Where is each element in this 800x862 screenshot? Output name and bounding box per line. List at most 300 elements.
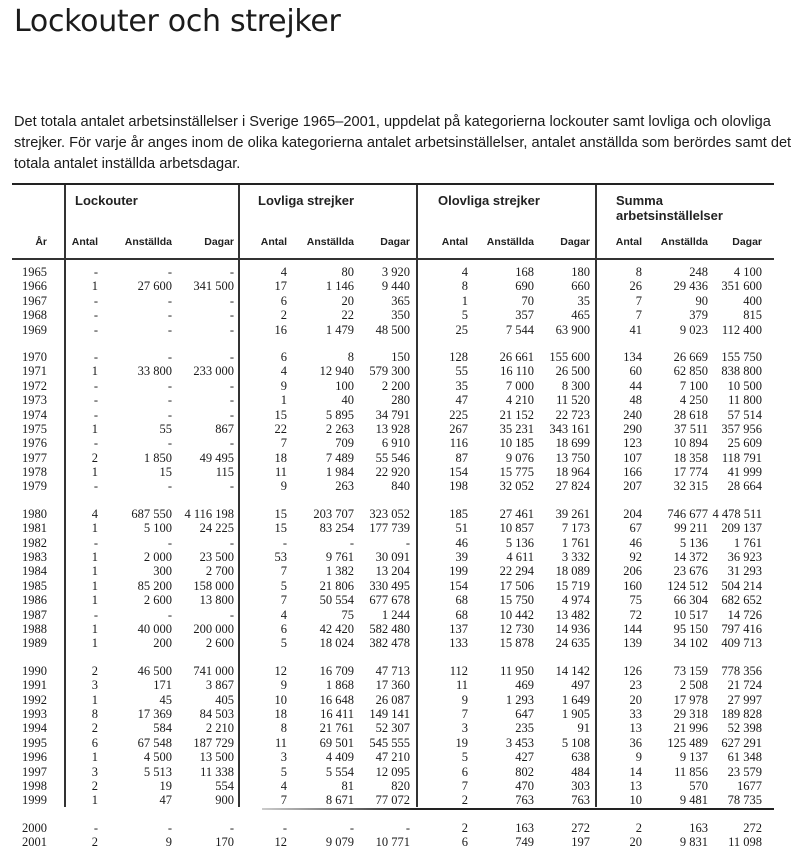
cell-lov-antal: - [282,535,287,550]
cell-lock-antal: - [93,479,98,494]
cell-lov-anstallda: 1 382 [325,564,354,579]
cell-year: 1975 [22,421,47,436]
cell-lov-anstallda: 1 479 [325,322,354,337]
cell-lock-anstallda: - [167,349,172,364]
cell-olov-antal: 267 [449,421,468,436]
cell-lov-antal: 3 [280,750,287,765]
table-row [12,821,774,835]
cell-lov-antal: 5 [280,764,287,779]
cell-sum-anstallda: 9 481 [679,793,708,808]
cell-lock-anstallda: 1 850 [143,450,172,465]
cell-lock-dagar: - [229,479,234,494]
cell-lov-dagar: 323 052 [369,506,410,521]
cell-lov-anstallda: 8 [347,349,354,364]
cell-sum-anstallda: 570 [689,778,708,793]
cell-sum-dagar: 351 600 [721,279,762,294]
cell-sum-antal: 240 [623,407,642,422]
cell-lov-dagar: 9 440 [381,279,410,294]
table-row [12,793,774,807]
cell-year: 2000 [22,820,47,835]
cell-sum-dagar: 778 356 [721,663,762,678]
table-row [12,465,774,479]
cell-lov-antal: 4 [280,607,287,622]
cell-lock-dagar: 24 225 [199,521,234,536]
table-row [12,779,774,793]
cell-sum-antal: 26 [629,279,642,294]
cell-lov-dagar: 330 495 [369,578,410,593]
cell-lov-anstallda: 16 709 [319,663,354,678]
cell-olov-anstallda: 3 453 [505,735,534,750]
table-row [12,721,774,735]
cell-olov-anstallda: 4 210 [505,393,534,408]
cell-lov-antal: 7 [280,436,287,451]
cell-olov-antal: 2 [461,793,468,808]
cell-olov-anstallda: 15 878 [499,636,534,651]
cell-lock-antal: 1 [91,793,98,808]
cell-sum-anstallda: 9 137 [679,750,708,765]
cell-olov-anstallda: 5 136 [505,535,534,550]
cell-lov-anstallda: 40 [341,393,354,408]
cell-sum-dagar: 1677 [737,778,762,793]
cell-olov-anstallda: 163 [515,820,534,835]
cell-year: 1968 [22,308,47,323]
cell-olov-antal: 6 [461,835,468,850]
decade-block [12,664,774,808]
cell-sum-antal: 20 [629,692,642,707]
cell-lov-anstallda: - [349,820,354,835]
cell-lov-antal: 53 [274,550,287,565]
cell-lock-antal: - [93,436,98,451]
cell-lock-antal: 4 [91,506,98,521]
cell-lock-anstallda: 15 [159,465,172,480]
cell-sum-antal: 290 [623,421,642,436]
cell-lov-antal: 5 [280,636,287,651]
cell-olov-dagar: 18 699 [555,436,590,451]
cell-lov-dagar: 579 300 [369,364,410,379]
cell-sum-dagar: 682 652 [721,593,762,608]
cell-lov-antal: 18 [274,450,287,465]
table-row [12,323,774,337]
page-title: Lockouter och strejker [14,4,341,39]
cell-sum-dagar: 797 416 [721,621,762,636]
cell-sum-antal: 166 [623,465,642,480]
cell-sum-dagar: 1 761 [733,535,762,550]
cell-sum-dagar: 61 348 [727,750,762,765]
cell-lov-dagar: 22 920 [375,465,410,480]
cell-olov-antal: 128 [449,349,468,364]
cell-sum-anstallda: 10 517 [673,607,708,622]
cell-olov-antal: 5 [461,750,468,765]
table-row [12,622,774,636]
table-row [12,265,774,279]
cell-olov-anstallda: 32 052 [499,479,534,494]
table-row [12,379,774,393]
cell-olov-dagar: 5 108 [561,735,590,750]
cell-lock-dagar: - [229,265,234,279]
cell-sum-anstallda: 746 677 [667,506,708,521]
cell-lov-anstallda: 1 146 [325,279,354,294]
cell-sum-antal: 10 [629,793,642,808]
table-row [12,350,774,364]
cell-olov-dagar: 155 600 [549,349,590,364]
cell-year: 1988 [22,621,47,636]
cell-olov-antal: 7 [461,778,468,793]
cell-sum-antal: 41 [629,322,642,337]
cell-olov-antal: 185 [449,506,468,521]
cell-lock-anstallda: 40 000 [137,621,172,636]
cell-lock-antal: 1 [91,593,98,608]
cell-olov-anstallda: 70 [521,293,534,308]
cell-lov-anstallda: 2 263 [325,421,354,436]
cell-sum-anstallda: 32 315 [673,479,708,494]
cell-lock-antal: - [93,535,98,550]
cell-sum-dagar: 78 735 [727,793,762,808]
cell-lov-anstallda: 16 411 [320,706,354,721]
cell-lock-anstallda: 27 600 [137,279,172,294]
cell-lov-antal: 11 [274,735,287,750]
cell-olov-dagar: 35 [577,293,590,308]
table-row [12,636,774,650]
column-header-lock-antal: Antal [71,236,98,248]
cell-sum-anstallda: 66 304 [673,593,708,608]
cell-olov-anstallda: 749 [515,835,534,850]
cell-sum-dagar: 52 398 [727,721,762,736]
cell-lov-antal: 10 [274,692,287,707]
table-row [12,393,774,407]
cell-lov-antal: 9 [280,678,287,693]
cell-lov-anstallda: 9 761 [325,550,354,565]
cell-olov-anstallda: 357 [515,308,534,323]
cell-lov-antal: 5 [280,578,287,593]
cell-lock-anstallda: 17 369 [137,706,172,721]
cell-year: 1978 [22,465,47,480]
intro-paragraph: Det totala antalet arbetsinställelser i Sverige 1965–2001, uppdelat på kategorierna lockouter samt lovliga och olovliga strejker. För varje år anges inom de olika kategorierna antalet arbetsinställelser, antalet anställda som berördes samt det totala antalet inställda arbetsdagar. [14,114,792,172]
column-header-year: År [35,236,47,248]
cell-lock-dagar: - [229,322,234,337]
cell-lock-antal: 2 [91,778,98,793]
cell-sum-antal: 48 [629,393,642,408]
column-header-lov-antal: Antal [260,236,287,248]
table-header-rule [12,258,774,260]
cell-sum-anstallda: 62 850 [673,364,708,379]
cell-olov-antal: 8 [461,279,468,294]
cell-lov-antal: - [282,820,287,835]
cell-lock-dagar: - [229,349,234,364]
cell-lov-dagar: 12 095 [375,764,410,779]
cell-sum-anstallda: 379 [689,308,708,323]
cell-lov-dagar: 1 244 [381,607,410,622]
cell-olov-dagar: 660 [571,279,590,294]
column-header-lov-dagar: Dagar [380,236,410,248]
cell-lock-antal: - [93,322,98,337]
cell-sum-dagar: 209 137 [721,521,762,536]
cell-olov-antal: 4 [461,265,468,279]
cell-olov-antal: 9 [461,692,468,707]
cell-sum-antal: 20 [629,835,642,850]
cell-sum-anstallda: 99 211 [674,521,708,536]
cell-lock-antal: - [93,820,98,835]
column-header-olov-antal: Antal [441,236,468,248]
cell-sum-dagar: 838 800 [721,364,762,379]
cell-olov-dagar: 11 520 [556,393,590,408]
cell-olov-dagar: 497 [571,678,590,693]
cell-lock-dagar: 2 600 [205,636,234,651]
table-row [12,308,774,322]
cell-sum-dagar: 10 500 [727,378,762,393]
cell-lov-dagar: 365 [391,293,410,308]
cell-sum-dagar: 25 609 [727,436,762,451]
cell-lock-anstallda: 584 [153,721,172,736]
cell-lov-anstallda: 100 [335,378,354,393]
table-row [12,436,774,450]
cell-sum-antal: 207 [623,479,642,494]
cell-lov-dagar: 2 200 [381,378,410,393]
cell-lock-dagar: 158 000 [193,578,234,593]
cell-sum-antal: 7 [635,308,642,323]
decade-block [12,507,774,651]
cell-sum-anstallda: 17 774 [673,465,708,480]
cell-olov-antal: 133 [449,636,468,651]
cell-sum-antal: 36 [629,735,642,750]
cell-sum-anstallda: 7 100 [679,378,708,393]
cell-lock-antal: - [93,393,98,408]
cell-year: 1974 [22,407,47,422]
cell-sum-anstallda: 29 318 [673,706,708,721]
cell-sum-dagar: 28 664 [727,479,762,494]
cell-olov-dagar: 1 905 [561,706,590,721]
table-row [12,507,774,521]
cell-olov-antal: 2 [461,820,468,835]
cell-lov-dagar: 26 087 [375,692,410,707]
cell-olov-dagar: 1 649 [561,692,590,707]
cell-lock-dagar: 11 338 [200,764,234,779]
cell-year: 1977 [22,450,47,465]
cell-olov-antal: 68 [455,607,468,622]
cell-lov-dagar: 582 480 [369,621,410,636]
cell-lov-dagar: 280 [391,393,410,408]
table-row [12,550,774,564]
table-row [12,422,774,436]
cell-lov-anstallda: 4 409 [325,750,354,765]
cell-sum-dagar: 31 293 [727,564,762,579]
cell-olov-dagar: 13 750 [555,450,590,465]
cell-lov-antal: 18 [274,706,287,721]
cell-olov-antal: 112 [449,663,468,678]
cell-year: 1993 [22,706,47,721]
cell-sum-anstallda: 90 [695,293,708,308]
cell-olov-dagar: 465 [571,308,590,323]
cell-lov-antal: 15 [274,506,287,521]
cell-sum-dagar: 272 [743,820,762,835]
cell-olov-antal: 137 [449,621,468,636]
cell-lov-dagar: 677 678 [369,593,410,608]
table-row [12,765,774,779]
cell-lock-anstallda: - [167,820,172,835]
cell-sum-anstallda: 125 489 [667,735,708,750]
cell-sum-anstallda: 2 508 [679,678,708,693]
cell-sum-antal: 14 [629,764,642,779]
cell-olov-dagar: 197 [571,835,590,850]
cell-year: 1994 [22,721,47,736]
cell-olov-anstallda: 235 [515,721,534,736]
column-header-lock-dagar: Dagar [204,236,234,248]
cell-year: 1969 [22,322,47,337]
cell-sum-antal: 75 [629,593,642,608]
cell-lock-anstallda: 9 [165,835,172,850]
table-row [12,707,774,721]
cell-lock-anstallda: 5 513 [143,764,172,779]
cell-olov-anstallda: 1 293 [505,692,534,707]
cell-lov-anstallda: 22 [341,308,354,323]
table-row [12,593,774,607]
cell-sum-dagar: 11 800 [728,393,762,408]
cell-lov-anstallda: 80 [341,265,354,279]
cell-lock-anstallda: 67 548 [137,735,172,750]
table-top-rule [12,183,774,185]
cell-lov-dagar: 150 [391,349,410,364]
cell-olov-dagar: 22 723 [555,407,590,422]
cell-lov-antal: 2 [280,308,287,323]
cell-lock-dagar: - [229,607,234,622]
cell-olov-antal: 35 [455,378,468,393]
cell-olov-anstallda: 11 950 [500,663,534,678]
cell-sum-antal: 13 [629,721,642,736]
column-header-olov-anstallda: Anställda [486,236,534,248]
column-header-lov-anstallda: Anställda [306,236,354,248]
cell-lov-dagar: 55 546 [375,450,410,465]
cell-lock-anstallda: - [167,607,172,622]
cell-lov-anstallda: 7 489 [325,450,354,465]
cell-olov-antal: 225 [449,407,468,422]
cell-sum-dagar: 815 [743,308,762,323]
cell-lock-dagar: 2 210 [205,721,234,736]
cell-olov-antal: 154 [449,465,468,480]
cell-lov-antal: 4 [280,364,287,379]
cell-sum-dagar: 57 514 [727,407,762,422]
cell-olov-dagar: 14 936 [555,621,590,636]
cell-sum-antal: 204 [623,506,642,521]
cell-olov-antal: 68 [455,593,468,608]
cell-sum-dagar: 400 [743,293,762,308]
cell-lov-antal: 9 [280,479,287,494]
cell-olov-dagar: 14 142 [555,663,590,678]
cell-lov-dagar: 47 210 [375,750,410,765]
cell-sum-dagar: 36 923 [727,550,762,565]
cell-lov-dagar: 52 307 [375,721,410,736]
cell-lov-dagar: 3 920 [381,265,410,279]
cell-olov-anstallda: 647 [515,706,534,721]
cell-sum-antal: 46 [629,535,642,550]
cell-olov-anstallda: 15 775 [499,465,534,480]
cell-lov-anstallda: 8 671 [325,793,354,808]
cell-year: 1985 [22,578,47,593]
cell-olov-anstallda: 16 110 [500,364,534,379]
cell-sum-antal: 9 [635,750,642,765]
cell-lov-antal: 6 [280,621,287,636]
column-header-sum-dagar: Dagar [732,236,762,248]
cell-lov-anstallda: 263 [335,479,354,494]
cell-lock-dagar: - [229,293,234,308]
cell-olov-dagar: 63 900 [555,322,590,337]
cell-lov-dagar: 350 [391,308,410,323]
cell-olov-antal: 3 [461,721,468,736]
cell-lock-anstallda: 300 [153,564,172,579]
cell-sum-dagar: 4 478 511 [712,506,762,521]
cell-olov-anstallda: 10 442 [499,607,534,622]
cell-lock-antal: - [93,349,98,364]
cell-lock-dagar: 233 000 [193,364,234,379]
cell-olov-antal: 199 [449,564,468,579]
cell-olov-dagar: 18 089 [555,564,590,579]
cell-olov-dagar: 272 [571,820,590,835]
table-row [12,364,774,378]
cell-lock-dagar: - [229,308,234,323]
cell-sum-dagar: 21 724 [727,678,762,693]
cell-lock-anstallda: 19 [159,778,172,793]
cell-lock-antal: 1 [91,564,98,579]
cell-lock-antal: 2 [91,721,98,736]
cell-lock-dagar: 49 495 [199,450,234,465]
cell-lock-antal: - [93,293,98,308]
cell-sum-dagar: 23 579 [727,764,762,779]
cell-sum-dagar: 112 400 [721,322,762,337]
cell-lock-antal: 1 [91,421,98,436]
table-row [12,608,774,622]
cell-year: 1996 [22,750,47,765]
cell-sum-antal: 72 [629,607,642,622]
cell-sum-anstallda: 9 023 [679,322,708,337]
cell-olov-antal: 39 [455,550,468,565]
cell-lov-antal: 7 [280,793,287,808]
cell-lov-anstallda: 1 984 [325,465,354,480]
cell-sum-anstallda: 37 511 [674,421,708,436]
cell-lov-antal: 7 [280,593,287,608]
cell-olov-anstallda: 470 [515,778,534,793]
cell-olov-anstallda: 22 294 [499,564,534,579]
cell-lov-antal: 12 [274,835,287,850]
column-header-sum-antal: Antal [615,236,642,248]
cell-olov-antal: 51 [455,521,468,536]
cell-lock-antal: - [93,407,98,422]
cell-lock-anstallda: - [167,378,172,393]
cell-year: 1999 [22,793,47,808]
cell-lov-anstallda: 83 254 [319,521,354,536]
cell-sum-anstallda: 163 [689,820,708,835]
cell-sum-dagar: 409 713 [721,636,762,651]
cell-lov-anstallda: 69 501 [319,735,354,750]
cell-sum-anstallda: 11 856 [674,764,708,779]
cell-lock-anstallda: 47 [159,793,172,808]
table-row [12,835,774,849]
cell-lov-anstallda: 18 024 [319,636,354,651]
cell-olov-dagar: 26 500 [555,364,590,379]
column-header-sum-anstallda: Anställda [660,236,708,248]
cell-sum-anstallda: 248 [689,265,708,279]
table-row [12,750,774,764]
decade-block [12,821,774,850]
cell-lock-dagar: - [229,535,234,550]
cell-sum-anstallda: 5 136 [679,535,708,550]
cell-lock-anstallda: 85 200 [137,578,172,593]
cell-lov-dagar: 17 360 [375,678,410,693]
cell-lock-antal: 1 [91,621,98,636]
cell-lock-antal: - [93,265,98,279]
cell-sum-anstallda: 23 676 [673,564,708,579]
cell-olov-antal: 55 [455,364,468,379]
cell-lock-dagar: - [229,378,234,393]
cell-lock-dagar: 3 867 [205,678,234,693]
cell-lov-anstallda: 9 079 [325,835,354,850]
